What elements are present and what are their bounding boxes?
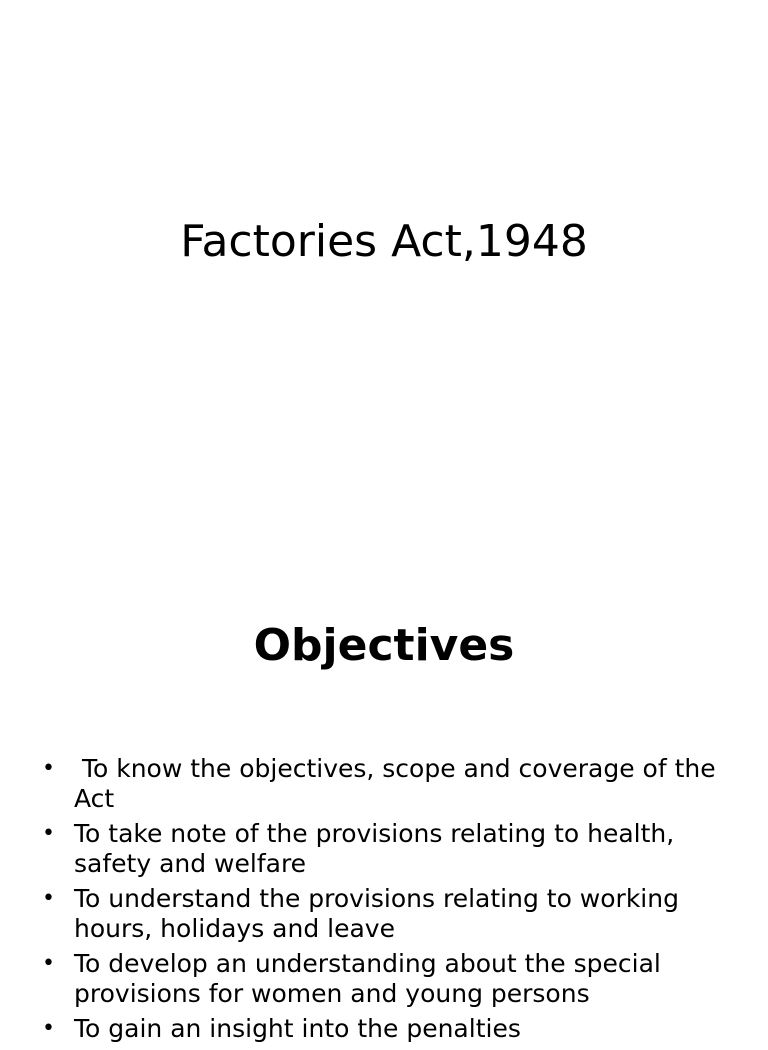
- bullet-icon: •: [42, 756, 55, 781]
- objectives-list: [42, 754, 732, 1050]
- slide-title: Factories Act,1948: [180, 216, 588, 267]
- list-item-text: To take note of the provisions relating to health, safety and welfare: [74, 819, 683, 878]
- objectives-slide: [0, 576, 768, 1043]
- list-item: [42, 754, 732, 813]
- list-item-text: To understand the provisions relating to working hours, holidays and leave: [74, 884, 687, 943]
- bullet-icon: •: [42, 886, 55, 911]
- objectives-heading: Objectives: [253, 620, 515, 671]
- list-item: [42, 949, 732, 1008]
- bullet-icon: •: [42, 951, 55, 976]
- list-item-text: To gain an insight into the penalties: [74, 1014, 521, 1043]
- bullet-icon: •: [42, 821, 55, 846]
- list-item: [42, 884, 732, 943]
- list-item-text: To develop an understanding about the special provisions for women and young persons: [74, 949, 669, 1008]
- list-item: [42, 1014, 732, 1044]
- list-item-text: To know the objectives, scope and coverage of the Act: [74, 754, 724, 813]
- bullet-icon: •: [42, 1016, 55, 1041]
- list-item: [42, 819, 732, 878]
